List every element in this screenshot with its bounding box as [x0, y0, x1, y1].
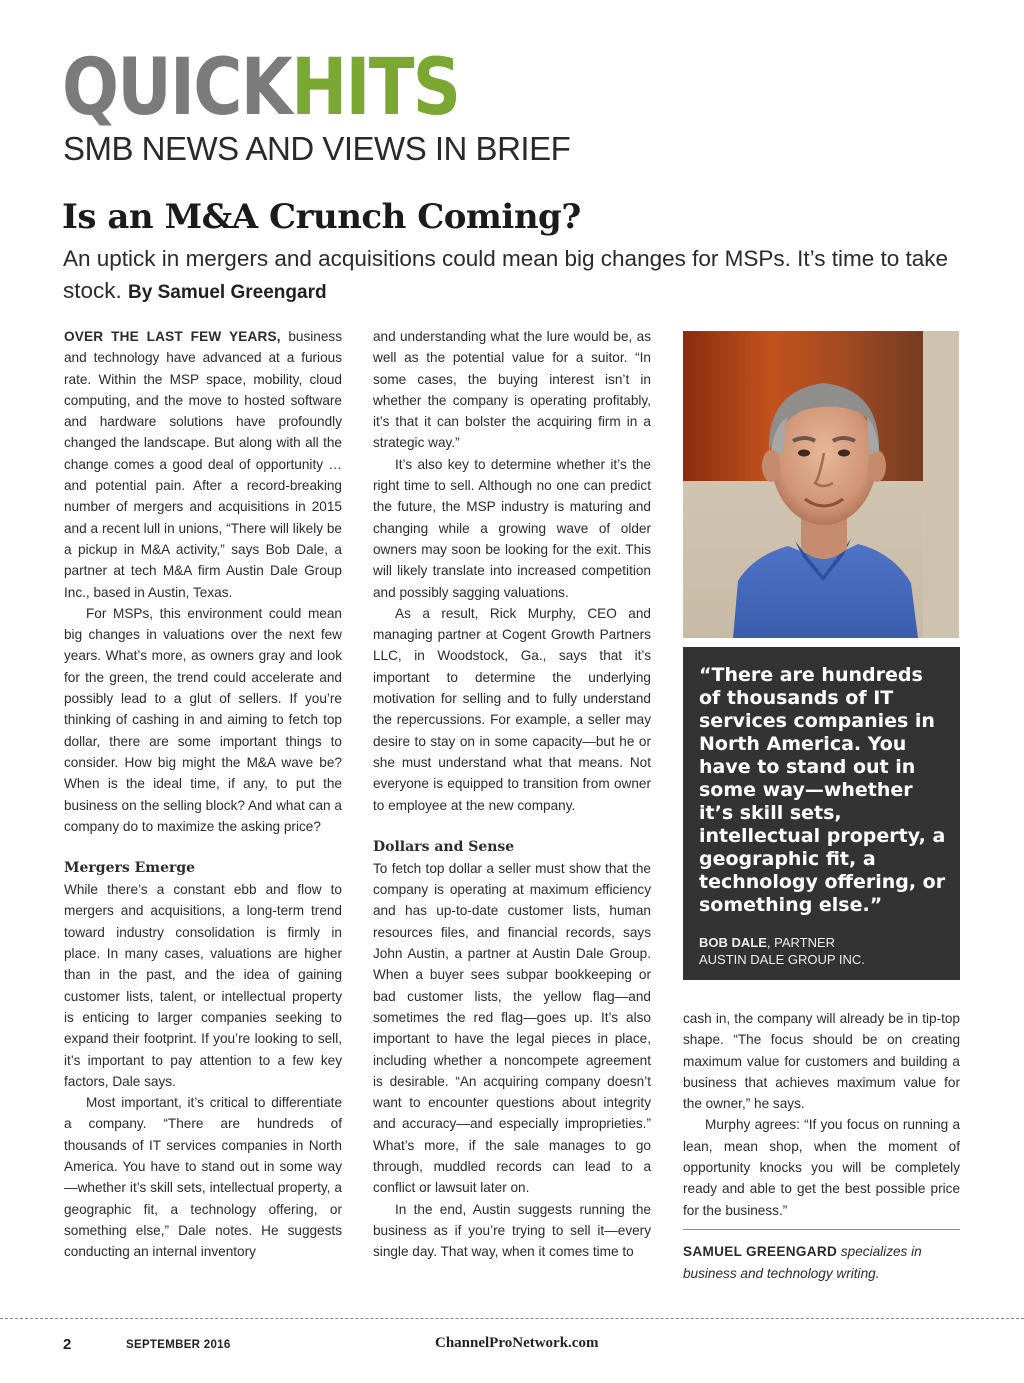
deck-text: An uptick in mergers and acquisitions could mean big changes for MSPs. It’s time to take stock. — [63, 246, 949, 303]
pull-quote-attribution — [699, 934, 865, 968]
masthead-tagline: SMB NEWS AND VIEWS IN BRIEF — [63, 130, 571, 167]
paragraph-text: business and technology have advanced at a furious rate. Within the MSP space, mobility, cloud computing, and the move to hosted software and hardware solutions have profoundly changed the landscape. But along with all the change comes a good deal of opportunity … and potential pain. After a record-breaking number of mergers and acquisitions in 2015 and a recent lull in unions, “There will likely be a pickup in M&A activity,” says Bob Dale, a partner at tech M&A firm Austin Dale Group Inc., based in Austin, Texas. — [64, 329, 342, 600]
paragraph: For MSPs, this environment could mean big changes in valuations over the next few years. What’s more, as owners gray and look for the green, the trend could accelerate and possibly lead to a glut of sellers. If you’re thinking of cashing in and aiming to fetch top dollar, there are some important things to consider. How big might the M&A wave be? When is the ideal time, if any, to put the business on the selling block? And what can a company do to maximize the asking price? — [64, 605, 342, 834]
paragraph: In the end, Austin suggests running the business as if you’re trying to sell it—every single day. That way, when it comes time to — [373, 1201, 651, 1260]
subhead-dollars-and-sense: Dollars and Sense — [373, 838, 515, 855]
article-column-3 — [683, 1008, 960, 1221]
bio-name: SAMUEL GREENGARD — [683, 1244, 838, 1259]
byline: By Samuel Greengard — [128, 282, 327, 303]
paragraph: Most important, it’s critical to differentiate a company. “There are hundreds of thousands of IT services companies in North America. You have to stand out in some way—whether it’s skill sets, intellectual property, a geographic fit, a technology offering, or something else,” Dale notes. He suggests conducting an internal inventory — [64, 1095, 342, 1260]
portrait-illustration — [683, 331, 959, 638]
pull-quote-text: “There are hundreds of thousands of IT services companies in North America. You have to stand out in some way—whether it’s skill sets, intellectual property, a geographic fit, a technology offering, or something else.” — [699, 664, 946, 916]
attribution-company: AUSTIN DALE GROUP INC. — [699, 952, 865, 967]
paragraph: cash in, the company will already be in tip-top shape. “The focus should be on creating maximum value for customers and building a business that achieves maximum value for the owner,” he says. — [683, 1011, 960, 1112]
masthead-brand — [62, 43, 460, 133]
paragraph: and understanding what the lure would be, as well as the potential value for a suitor. “In some cases, the buying interest isn’t in whether the company is operating profitably, it’s that it can bolster the acquiring firm in a strategic way.” — [373, 329, 651, 451]
brand-quick: QUICK — [62, 43, 292, 133]
portrait-photo — [683, 331, 959, 638]
article-headline: Is an M&A Crunch Coming? — [62, 197, 581, 237]
paragraph: While there’s a constant ebb and flow to mergers and acquisitions, a long-term trend toward industry consolidation is firmly in place. In many cases, valuations are higher than in the past, and the idea of gaining customer lists, talent, or intellectual property is enticing to larger companies seeking to expand their footprint. If you’re looking to sell, it’s important to pay attention to a few key factors, Dale says. — [64, 882, 342, 1089]
paragraph: It’s also key to determine whether it’s the right time to sell. Although no one can predict the future, the MSP industry is maturing and changing while a growing wave of older owners may soon be looking for the exit. This will likely translate into increased competition and possibly sagging valuations. — [373, 456, 651, 600]
author-bio — [683, 1241, 960, 1285]
paragraph: Murphy agrees: “If you focus on running a lean, mean shop, when the moment of opportunity knocks you will be completely ready and able to get the best possible price for the business.” — [683, 1117, 960, 1218]
article-column-1 — [64, 326, 342, 1262]
paragraph: To fetch top dollar a seller must show that the company is operating at maximum efficiency and has up-to-date customer lists, human resources files, and financial records, says John Austin, a partner at Austin Dale Group. When a buyer sees subpar bookkeeping or bad customer lists, the yellow flag—and sometimes the red flag—goes up. It’s also important to have the legal pieces in place, including whether a noncompete agreement is desirable. “An acquiring company doesn’t want to encounter questions about integrity and accuracy—and especially improprieties.” What’s more, if the sale manages to go through, muddled records can lead to a conflict or lawsuit later on. — [373, 860, 651, 1196]
bio-text: specializes in business and technology writing. — [683, 1244, 922, 1281]
lead-in: OVER THE LAST FEW YEARS, — [64, 329, 281, 344]
issue-date: SEPTEMBER 2016 — [126, 1339, 231, 1351]
attribution-title: , PARTNER — [766, 935, 836, 950]
attribution-name: BOB DALE — [699, 935, 767, 950]
brand-hits: HITS — [291, 43, 460, 133]
bio-divider — [683, 1229, 960, 1230]
article-deck — [63, 243, 963, 309]
website-link[interactable]: ChannelProNetwork.com — [435, 1335, 599, 1351]
paragraph: As a result, Rick Murphy, CEO and managing partner at Cogent Growth Partners LLC, in Woodstock, Ga., says that it’s important to determine the underlying motivation for selling and to fully understand the repercussions. For example, a seller may desire to stay on in some capacity—but he or she must understand what that means. Not everyone is equipped to transition from owner to employee at the new company. — [373, 605, 651, 813]
article-column-2 — [373, 326, 651, 1262]
footer-divider — [0, 1318, 1024, 1319]
subhead-mergers-emerge: Mergers Emerge — [64, 860, 196, 877]
page-number: 2 — [63, 1336, 72, 1353]
pull-quote-box — [683, 647, 960, 980]
paragraph — [64, 326, 342, 603]
